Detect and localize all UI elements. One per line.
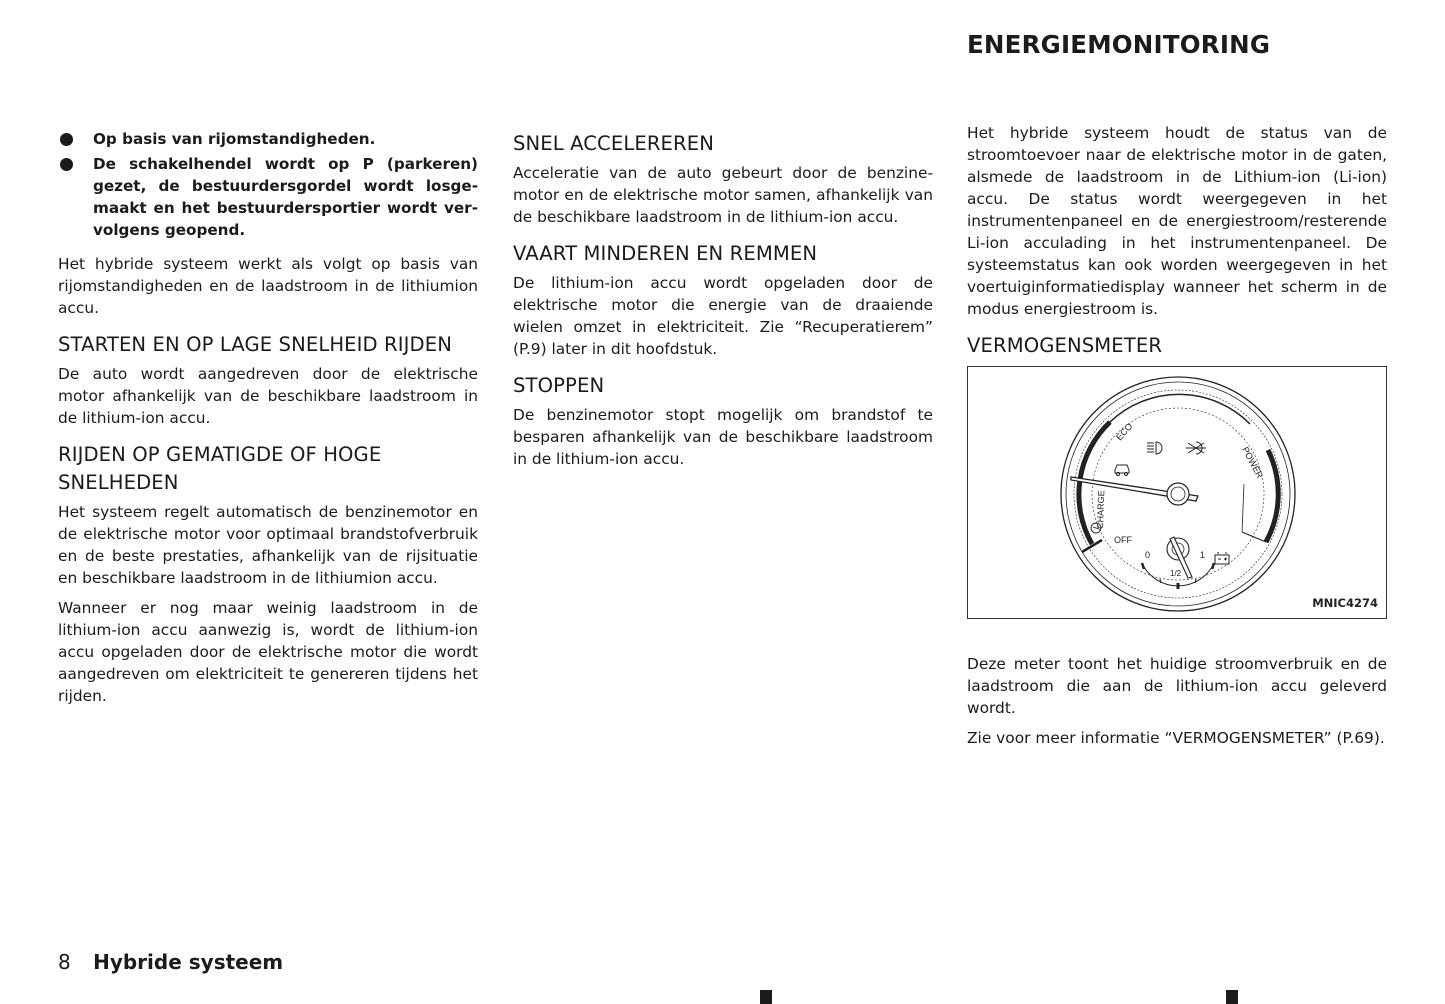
- page-title: ENERGIEMONITORING: [967, 30, 1271, 59]
- car-icon: [1115, 465, 1129, 476]
- headlight-icon: [1147, 442, 1162, 454]
- page-footer: [58, 950, 283, 974]
- battery-full-label: 1: [1200, 550, 1206, 560]
- left-column: [58, 128, 478, 715]
- section-heading: RIJDEN OP GEMATIGDE OF HOGE SNELHEDEN: [58, 443, 382, 494]
- high-beam-icon: [1186, 442, 1206, 454]
- off-label: OFF: [1114, 535, 1132, 545]
- bullet-item: Op basis van rijomstandigheden.: [58, 128, 478, 150]
- paragraph: De benzinemotor stopt mogelijk om brandstof te besparen afhankelijk van de beschikbare laadstroom in de lithium-ion accu.: [513, 406, 933, 468]
- intro-paragraph: Het hybride systeem houdt de status van de stroomtoevoer naar de elektrische motor in de gaten, alsmede de laadstroom in de Lithium-ion (Li-ion) accu. De status wordt weergegeven in het instrumentenpaneel en de energiestroom/resterende Li-ion acculading in het instrumentenpaneel. De systeemstatus kan ook worden weergegeven in het voertuiginformatiedisplay wanneer het scherm in de modus energiestroom is.: [967, 124, 1387, 318]
- power-label: POWER: [1240, 445, 1266, 480]
- battery-half-label: 1/2: [1170, 569, 1182, 578]
- power-meter-gauge-illustration: [968, 367, 1386, 618]
- paragraph: De lithium-ion accu wordt opgeladen door de elektrische motor die energie van de draaiende wielen omzet in elektriciteit. Zie “Recuperatierem” (P.9) later in dit hoofdstuk.: [513, 274, 933, 358]
- paragraph: Wanneer er nog maar weinig laadstroom in de lithium-ion accu aanwezig is, wordt de lithium-ion accu opgeladen door de elektrische motor die wordt aangedreven om elektriciteit te genereren tijdens het rijden.: [58, 599, 478, 705]
- section-heading: VAART MINDEREN EN REMMEN: [513, 242, 818, 265]
- battery-zero-label: 0: [1145, 550, 1151, 560]
- crop-mark: [1226, 990, 1238, 1004]
- section-moderate-high-speed: [58, 441, 478, 707]
- battery-icon: [1215, 553, 1229, 564]
- power-meter-figure: [967, 366, 1387, 619]
- paragraph: Acceleratie van de auto gebeurt door de benzinemotor en de elektrische motor samen, afhankelijk van de beschikbare laadstroom in de lithium-ion accu.: [513, 164, 933, 226]
- section-heading: SNEL ACCELEREREN: [513, 132, 714, 155]
- section-heading: STARTEN EN OP LAGE SNELHEID RIJDEN: [58, 333, 452, 356]
- bullet-item: De schakelhendel wordt op P (parkeren) gezet, de bestuurdersgordel wordt losgemaakt en het bestuurdersportier wordt vervolgens geopend.: [58, 153, 478, 241]
- page-number: 8: [58, 950, 71, 974]
- bullet-icon: [60, 158, 73, 171]
- paragraph: Zie voor meer informatie “VERMOGENSMETER” (P.69).: [967, 729, 1385, 747]
- middle-column: [513, 130, 933, 478]
- section-stopping: [513, 372, 933, 470]
- crop-mark: [760, 990, 772, 1004]
- right-column: [967, 122, 1387, 757]
- section-heading: STOPPEN: [513, 374, 605, 397]
- section-starting: [58, 331, 478, 429]
- bullet-icon: [60, 133, 73, 146]
- paragraph: Het systeem regelt automatisch de benzinemotor en de elektrische motor voor optimaal brandstofverbruik en de beste prestaties, afhankelijk van de rijsituatie en beschikbare laadstroom in de lithiumion accu.: [58, 503, 478, 587]
- paragraph: De auto wordt aangedreven door de elektrische motor afhankelijk van de beschikbare laadstroom in de lithium-ion accu.: [58, 365, 478, 427]
- paragraph: Deze meter toont het huidige stroomverbruik en de laadstroom die aan de lithium-ion accu geleverd wordt.: [967, 655, 1387, 717]
- bullet-list: [58, 128, 478, 241]
- intro-paragraph: Het hybride systeem werkt als volgt op basis van rijomstandigheden en de laadstroom in de lithiumion accu.: [58, 255, 478, 317]
- footer-section-title: Hybride systeem: [93, 950, 284, 974]
- eco-label: ECO: [1114, 421, 1135, 443]
- charge-label: CHARGE: [1095, 490, 1107, 530]
- section-heading: VERMOGENSMETER: [967, 334, 1163, 357]
- section-accelerating: [513, 130, 933, 228]
- figure-id: MNIC4274: [1312, 596, 1378, 610]
- section-decelerating-braking: [513, 240, 933, 360]
